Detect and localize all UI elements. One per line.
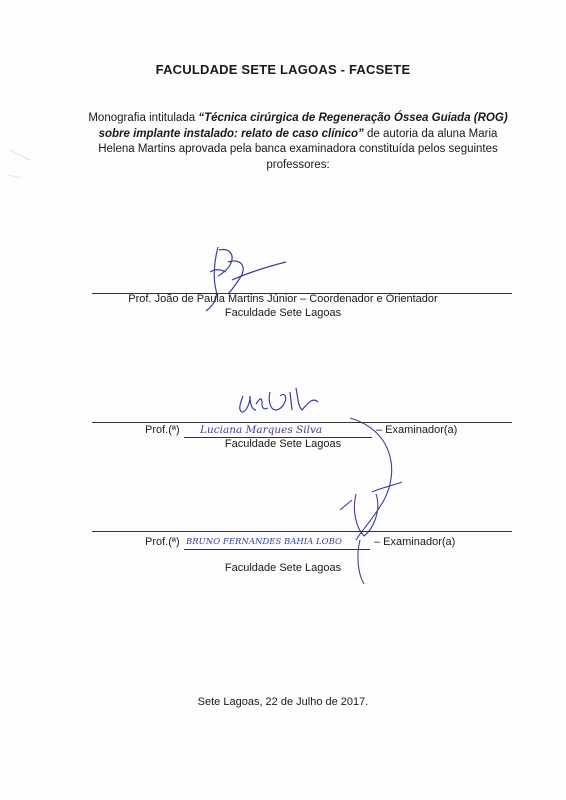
margin-mark <box>10 150 30 160</box>
examiner-2-institution: Faculdade Sete Lagoas <box>224 562 342 574</box>
examiner-2-name-line <box>184 549 370 550</box>
coordinator-institution: Faculdade Sete Lagoas <box>224 307 342 319</box>
thesis-title: “Técnica cirúrgica de Regeneração Óssea Guiada (ROG) sobre implante instalado: relato de caso clínico” <box>98 112 508 140</box>
signature-line-examiner-1 <box>92 422 512 423</box>
examiner-1-handwritten-name: Luciana Marques Silva <box>200 424 323 436</box>
coordinator-name: Prof. João de Paula Martins Júnior – Coordenador e Orientador <box>128 293 438 305</box>
examiner-1-prefix: Prof.(ª) <box>145 424 180 436</box>
examiner-2-handwritten-name: BRUNO FERNANDES BAHIA LOBO <box>186 537 342 547</box>
examiner-1-role: – Examinador(a) <box>376 424 458 436</box>
date-location: Sete Lagoas, 22 de Julho de 2017. <box>197 696 369 708</box>
statement-suffix: de autoria da aluna Maria Helena Martins aprovada pela banca examinadora constituída pelos seguintes professores: <box>98 127 498 171</box>
approval-statement <box>88 111 508 173</box>
examiner-2-role: – Examinador(a) <box>374 536 456 548</box>
examiner-2-prefix: Prof.(ª) <box>145 536 180 548</box>
page-title: FACULDADE SETE LAGOAS - FACSETE <box>155 62 411 77</box>
examiner-1-signature <box>240 388 318 412</box>
margin-mark <box>8 175 22 178</box>
signature-line-examiner-2 <box>92 531 512 532</box>
examiner-1-institution: Faculdade Sete Lagoas <box>224 438 342 450</box>
statement-prefix: Monografia intitulada <box>88 112 199 124</box>
